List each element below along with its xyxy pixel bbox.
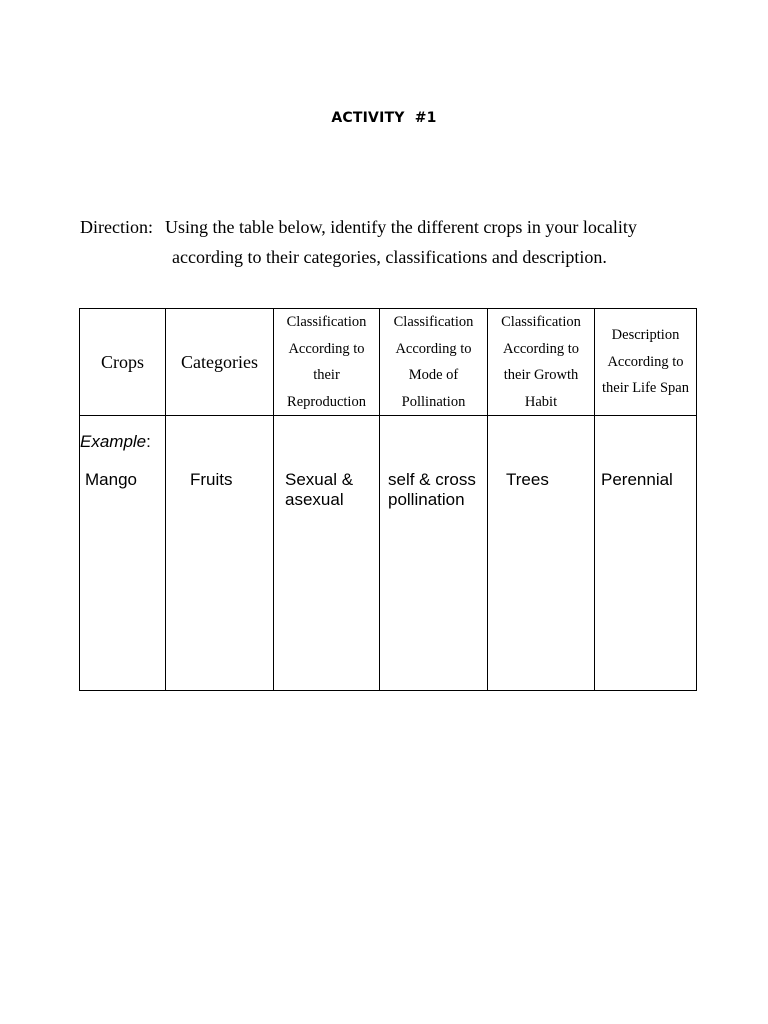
- cell-crops-value: Mango: [85, 470, 137, 489]
- direction-line-2: according to their categories, classifications and description.: [172, 247, 607, 267]
- header-life-span: Description According to their Life Span: [595, 309, 697, 416]
- cell-life-span-value: Perennial: [601, 470, 673, 489]
- cell-categories-value: Fruits: [190, 470, 233, 489]
- cell-reproduction-value: Sexual & asexual: [285, 470, 354, 509]
- cell-growth-habit-value: Trees: [506, 470, 549, 489]
- crops-table: [79, 308, 697, 691]
- cell-growth-habit: [488, 416, 595, 691]
- header-growth-habit: Classification According to their Growth Habit: [488, 309, 595, 416]
- direction-label: Direction:: [80, 217, 153, 237]
- cell-pollination-value: self & cross pollination: [388, 470, 476, 509]
- direction-text: [80, 212, 720, 272]
- cell-categories: [166, 416, 274, 691]
- cell-reproduction: [274, 416, 380, 691]
- cell-pollination: [380, 416, 488, 691]
- activity-title: ACTIVITY #1: [331, 110, 437, 126]
- cell-life-span: [595, 416, 697, 691]
- example-label: Example:: [80, 432, 151, 451]
- header-categories: Categories: [166, 309, 274, 416]
- table-header-row: [80, 309, 697, 416]
- direction-line-1: Using the table below, identify the different crops in your locality: [164, 217, 637, 237]
- cell-crops: [80, 416, 166, 691]
- header-pollination: Classification According to Mode of Pollination: [380, 309, 488, 416]
- table-row: [80, 416, 697, 691]
- header-crops: Crops: [80, 309, 166, 416]
- header-reproduction: Classification According to their Reproduction: [274, 309, 380, 416]
